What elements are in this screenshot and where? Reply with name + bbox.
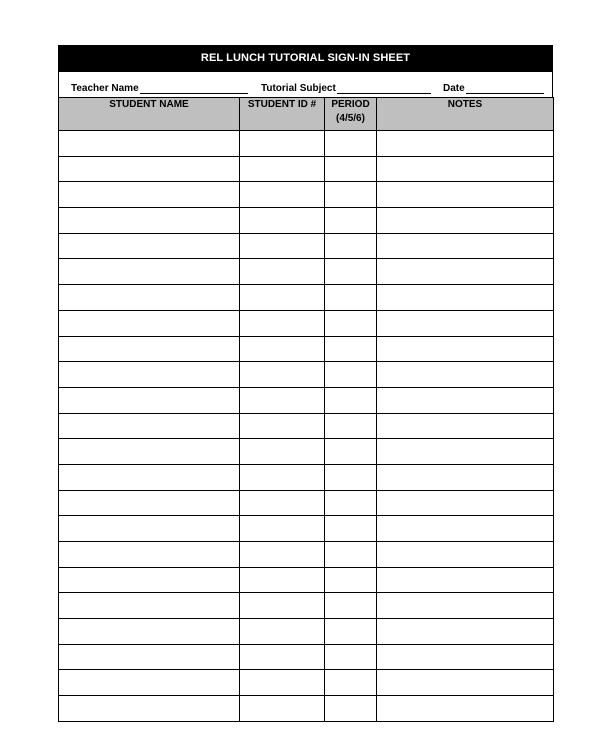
notes-cell[interactable] (377, 413, 554, 439)
notes-cell[interactable] (377, 567, 554, 593)
student-name-cell[interactable] (59, 387, 240, 413)
student-name-cell[interactable] (59, 413, 240, 439)
student-name-cell[interactable] (59, 696, 240, 722)
period-cell[interactable] (325, 362, 377, 388)
student-id-cell[interactable] (240, 567, 325, 593)
table-row (59, 208, 554, 234)
student-id-cell[interactable] (240, 131, 325, 157)
student-name-cell[interactable] (59, 644, 240, 670)
notes-cell[interactable] (377, 131, 554, 157)
notes-cell[interactable] (377, 233, 554, 259)
student-id-cell[interactable] (240, 670, 325, 696)
student-name-cell[interactable] (59, 619, 240, 645)
table-row (59, 336, 554, 362)
notes-cell[interactable] (377, 464, 554, 490)
notes-cell[interactable] (377, 336, 554, 362)
table-row (59, 644, 554, 670)
table-row (59, 362, 554, 388)
student-id-cell[interactable] (240, 696, 325, 722)
period-cell[interactable] (325, 696, 377, 722)
period-cell[interactable] (325, 233, 377, 259)
student-id-cell[interactable] (240, 156, 325, 182)
table-row (59, 156, 554, 182)
period-cell[interactable] (325, 285, 377, 311)
period-cell[interactable] (325, 208, 377, 234)
student-name-cell[interactable] (59, 156, 240, 182)
notes-cell[interactable] (377, 156, 554, 182)
table-row (59, 259, 554, 285)
period-cell[interactable] (325, 619, 377, 645)
period-cell[interactable] (325, 413, 377, 439)
notes-cell[interactable] (377, 619, 554, 645)
table-row (59, 439, 554, 465)
table-row (59, 310, 554, 336)
notes-cell[interactable] (377, 542, 554, 568)
student-name-cell[interactable] (59, 464, 240, 490)
header-row (59, 98, 554, 131)
notes-cell[interactable] (377, 387, 554, 413)
notes-cell[interactable] (377, 439, 554, 465)
student-id-cell[interactable] (240, 439, 325, 465)
student-name-cell[interactable] (59, 670, 240, 696)
student-id-cell[interactable] (240, 362, 325, 388)
student-id-cell[interactable] (240, 233, 325, 259)
table-row (59, 542, 554, 568)
table-row (59, 593, 554, 619)
sheet-title: REL LUNCH TUTORIAL SIGN-IN SHEET (58, 45, 553, 72)
student-name-cell[interactable] (59, 285, 240, 311)
student-name-cell[interactable] (59, 182, 240, 208)
table-row (59, 285, 554, 311)
period-cell[interactable] (325, 670, 377, 696)
student-id-cell[interactable] (240, 619, 325, 645)
student-id-cell[interactable] (240, 464, 325, 490)
tutorial-subject-blank[interactable] (337, 83, 431, 94)
notes-cell[interactable] (377, 259, 554, 285)
student-name-cell[interactable] (59, 593, 240, 619)
sign-in-table (58, 97, 554, 722)
student-name-cell[interactable] (59, 516, 240, 542)
notes-cell[interactable] (377, 644, 554, 670)
student-id-cell[interactable] (240, 542, 325, 568)
student-name-cell[interactable] (59, 336, 240, 362)
period-header (325, 98, 377, 131)
table-row (59, 387, 554, 413)
period-cell[interactable] (325, 644, 377, 670)
table-row (59, 413, 554, 439)
student-id-cell[interactable] (240, 644, 325, 670)
notes-cell[interactable] (377, 362, 554, 388)
date-label: Date (443, 83, 465, 94)
student-id-cell[interactable] (240, 285, 325, 311)
period-cell[interactable] (325, 131, 377, 157)
notes-cell[interactable] (377, 490, 554, 516)
table-row (59, 182, 554, 208)
table-row (59, 619, 554, 645)
period-cell[interactable] (325, 259, 377, 285)
sign-in-sheet (58, 45, 553, 722)
period-cell[interactable] (325, 336, 377, 362)
period-cell[interactable] (325, 516, 377, 542)
student-id-cell[interactable] (240, 516, 325, 542)
notes-cell[interactable] (377, 208, 554, 234)
period-cell[interactable] (325, 387, 377, 413)
student-id-cell[interactable] (240, 310, 325, 336)
notes-cell[interactable] (377, 516, 554, 542)
table-row (59, 490, 554, 516)
student-name-cell[interactable] (59, 567, 240, 593)
student-name-cell[interactable] (59, 259, 240, 285)
student-id-cell[interactable] (240, 208, 325, 234)
date-field[interactable] (443, 83, 544, 94)
teacher-name-label: Teacher Name (71, 83, 139, 94)
notes-cell[interactable] (377, 285, 554, 311)
notes-header: NOTES (377, 98, 554, 131)
notes-cell[interactable] (377, 696, 554, 722)
period-cell[interactable] (325, 310, 377, 336)
table-row (59, 516, 554, 542)
student-id-cell[interactable] (240, 336, 325, 362)
student-name-cell[interactable] (59, 131, 240, 157)
period-cell[interactable] (325, 182, 377, 208)
student-id-cell[interactable] (240, 593, 325, 619)
table-row (59, 131, 554, 157)
notes-cell[interactable] (377, 310, 554, 336)
teacher-name-blank[interactable] (140, 83, 248, 94)
period-cell[interactable] (325, 567, 377, 593)
student-id-cell[interactable] (240, 387, 325, 413)
student-name-cell[interactable] (59, 490, 240, 516)
student-name-cell[interactable] (59, 542, 240, 568)
period-cell[interactable] (325, 439, 377, 465)
student-id-cell[interactable] (240, 259, 325, 285)
student-id-cell[interactable] (240, 182, 325, 208)
period-cell[interactable] (325, 490, 377, 516)
table-row (59, 464, 554, 490)
info-row (58, 72, 553, 97)
date-blank[interactable] (466, 83, 544, 94)
student-name-header: STUDENT NAME (59, 98, 240, 131)
student-name-cell[interactable] (59, 233, 240, 259)
student-id-cell[interactable] (240, 413, 325, 439)
sign-in-rows (59, 131, 554, 722)
student-name-cell[interactable] (59, 439, 240, 465)
notes-cell[interactable] (377, 593, 554, 619)
tutorial-subject-field[interactable] (261, 83, 431, 94)
table-row (59, 567, 554, 593)
period-cell[interactable] (325, 593, 377, 619)
student-id-header: STUDENT ID # (240, 98, 325, 131)
student-name-cell[interactable] (59, 208, 240, 234)
table-row (59, 670, 554, 696)
student-name-cell[interactable] (59, 362, 240, 388)
period-header-line1: PERIOD (331, 99, 370, 110)
table-row (59, 696, 554, 722)
period-cell[interactable] (325, 156, 377, 182)
table-row (59, 233, 554, 259)
tutorial-subject-label: Tutorial Subject (261, 83, 336, 94)
teacher-name-field[interactable] (71, 83, 248, 94)
notes-cell[interactable] (377, 670, 554, 696)
period-cell[interactable] (325, 464, 377, 490)
notes-cell[interactable] (377, 182, 554, 208)
period-header-line2: (4/5/6) (336, 113, 365, 124)
student-id-cell[interactable] (240, 490, 325, 516)
period-cell[interactable] (325, 542, 377, 568)
student-name-cell[interactable] (59, 310, 240, 336)
